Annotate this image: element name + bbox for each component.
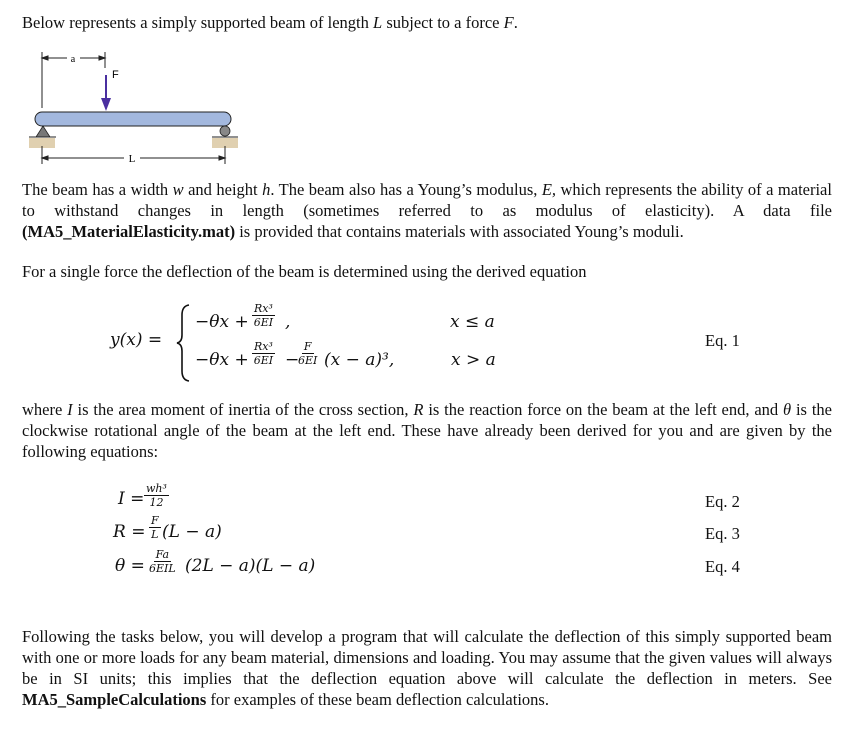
denominator: 6EI xyxy=(253,316,274,329)
var-L: L xyxy=(373,13,383,32)
sample-calculations-name: MA5_SampleCalculations xyxy=(22,690,207,709)
eq1-row2-fraction xyxy=(252,340,275,367)
paragraph-variables xyxy=(22,399,832,462)
denominator: L xyxy=(151,528,159,541)
eq3-fraction xyxy=(149,514,161,541)
eq1-row1-condition: x ≤ a xyxy=(450,312,495,332)
eq4-rest: (2L − a)(L − a) xyxy=(185,556,316,576)
force-arrow-icon xyxy=(101,75,111,111)
numerator: Rx³ xyxy=(254,340,273,353)
beam-diagram xyxy=(20,40,250,170)
eq1-row1-term: −θx + xyxy=(195,312,249,332)
eq4-label: Eq. 4 xyxy=(705,557,740,576)
text: The beam has a width xyxy=(22,180,173,199)
eq1-label: Eq. 1 xyxy=(705,331,740,350)
force-label: F xyxy=(112,69,119,81)
eq3-label: Eq. 3 xyxy=(705,524,740,543)
text: is the clockwise rotational angle of the beam at the left end. These have already been derived for you and are given by the following equations: xyxy=(22,400,832,461)
eq2-lhs: I = xyxy=(118,489,145,509)
var-w: w xyxy=(172,180,184,199)
text: Following the tasks below, you will develop a program that will calculate the deflection of this simply supported beam with one or more loads for any beam material, dimensions and loading. You may assume that the given values will always be in SI units; this implies that the deflection equation above will calculate the deflection in meters. See xyxy=(22,627,832,688)
comma: , xyxy=(285,312,291,332)
text: and height xyxy=(183,180,263,199)
intro-part: subject to a force xyxy=(382,13,504,32)
numerator: F xyxy=(151,514,159,527)
paragraph-beam-properties xyxy=(22,179,832,242)
paragraph-deflection-intro: For a single force the deflection of the beam is determined using the derived equation xyxy=(22,262,587,281)
text: for examples of these beam deflection calculations. xyxy=(206,690,549,709)
text: is the reaction force on the beam at the left end, and xyxy=(423,400,783,419)
var-R: R xyxy=(413,400,424,419)
dimension-a-label: a xyxy=(70,54,76,65)
denominator: 6EI xyxy=(253,354,274,367)
left-brace-icon xyxy=(176,303,192,383)
intro-part: Below represents a simply supported beam of length xyxy=(22,13,374,32)
intro-part: . xyxy=(513,13,518,32)
roller-support-icon xyxy=(212,126,238,148)
var-I: I xyxy=(67,400,73,419)
pin-support-icon xyxy=(29,126,56,148)
text: is the area moment of inertia of the cross section, xyxy=(72,400,414,419)
text: . The beam also has a Young’s modulus, xyxy=(270,180,542,199)
var-h: h xyxy=(262,180,271,199)
dimension-L-label: L xyxy=(128,153,136,165)
beam xyxy=(35,112,231,126)
text: which represents the ability of a material to withstand changes in length (sometimes referred to as modulus of elasticity). A data file xyxy=(22,180,832,220)
eq1-row2-term2: (x − a)³, xyxy=(324,350,395,370)
eq1-row2-fraction2 xyxy=(298,340,317,367)
text: is provided that contains materials with associated Young’s moduli. xyxy=(235,222,684,241)
numerator: Fa xyxy=(155,548,170,561)
eq2-fraction xyxy=(144,482,169,509)
paragraph-tasks xyxy=(22,626,832,710)
eq1-row2-condition: x > a xyxy=(451,350,496,370)
eq4-lhs: θ = xyxy=(115,556,145,576)
denominator: 6EIL xyxy=(149,562,176,575)
eq2-label: Eq. 2 xyxy=(705,492,740,511)
eq4-fraction xyxy=(149,548,176,575)
intro-text xyxy=(22,12,832,33)
numerator: wh³ xyxy=(146,482,167,495)
eq3-lhs: R = xyxy=(113,522,146,542)
eq1-row1-fraction xyxy=(252,302,275,329)
minus: − xyxy=(285,350,300,370)
denominator: 6EI xyxy=(298,354,318,367)
numerator: Rx³ xyxy=(254,302,273,315)
numerator: F xyxy=(303,340,312,353)
var-F: F xyxy=(503,13,514,32)
data-file-name: (MA5_MaterialElasticity.mat) xyxy=(22,222,236,241)
eq3-rest: (L − a) xyxy=(162,522,222,542)
text: where xyxy=(22,400,68,419)
eq1-row2-term: −θx + xyxy=(195,350,249,370)
denominator: 12 xyxy=(149,496,164,509)
eq1-lhs: y(x) = xyxy=(110,330,163,350)
var-theta: θ xyxy=(783,400,792,419)
var-E: E, xyxy=(541,180,557,199)
